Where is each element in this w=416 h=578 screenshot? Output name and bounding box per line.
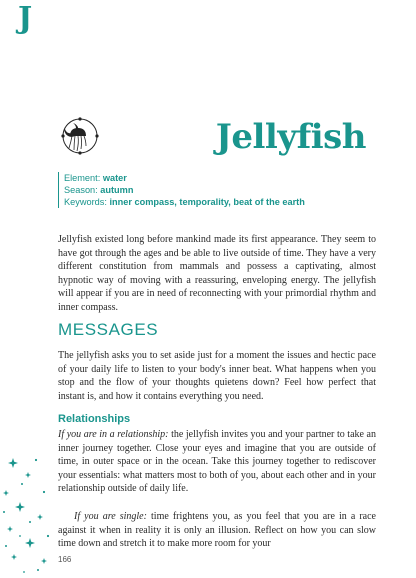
attributes-block — [58, 172, 384, 208]
season-value: autumn — [100, 185, 134, 195]
single-lead: If you are single: — [74, 511, 147, 522]
page-title: Jellyfish — [215, 117, 366, 157]
element-label: Element: — [64, 173, 103, 183]
messages-heading: MESSAGES — [58, 320, 159, 339]
keywords-label: Keywords: — [64, 197, 110, 207]
relationship-text: the jellyfish invites you and your partner to take an inner journey together. Close your eyes and imagine that you are outside of time, in outer space or in the ocean. Take this journey together to rediscover your essentials: what matters most to both of you, about each other and in your relationship outside of daily life. — [58, 429, 376, 495]
page-number: 166 — [58, 555, 72, 564]
relationship-paragraph — [58, 428, 376, 496]
keywords-line — [64, 196, 384, 208]
keywords-value: inner compass, temporality, beat of the earth — [109, 197, 305, 207]
season-label: Season: — [64, 185, 101, 195]
single-paragraph — [58, 510, 376, 551]
section-letter: J — [18, 1, 33, 36]
relationships-heading: Relationships — [58, 413, 131, 425]
season-line — [64, 184, 384, 196]
messages-paragraph: The jellyfish asks you to set aside just for a moment the issues and hectic pace of your daily life to listen to your body's inner beat. What happens when you stop and the flow of your thoughts quietens down? Feel how perfect that instant is, and how it contains everything you need. — [58, 350, 376, 402]
jellyfish-moon-circle-icon — [56, 114, 100, 158]
sparkle-stars-icon — [0, 452, 56, 578]
single-text: time frightens you, as you feel that you are in a race against it when in reality it is only an illusion. Reflect on how you can slow time down and stretch it to make more room for your — [58, 511, 376, 550]
element-value: water — [102, 173, 127, 183]
element-line — [64, 172, 384, 184]
intro-paragraph: Jellyfish existed long before mankind made its first appearance. They seem to have got through the ages and be able to live outside of time. They have a very different constitution from mammals and possess a captivating, almost hypnotic way of moving with a reassuring, enveloping energy. The jellyfish will appear if you are in need of reconnecting with your primordial rhythm and inner compass. — [58, 234, 376, 313]
relationship-lead: If you are in a relationship: — [58, 429, 169, 440]
